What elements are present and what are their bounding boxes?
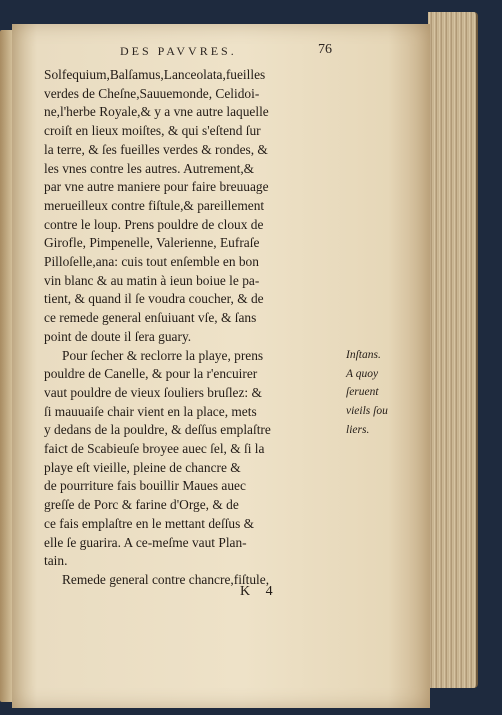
- page-body: [44, 66, 344, 590]
- text-line: ce fais emplaſtre en le mettant deſſus &: [44, 515, 255, 531]
- text-line: greſſe de Porc & farine d'Orge, & de: [44, 497, 239, 513]
- text-line: par vne autre maniere pour faire breuuage: [44, 179, 269, 195]
- text-line: point de doute il ſera guary.: [44, 328, 192, 344]
- text-line: elle ſe guarira. A ce-meſme vaut Plan-: [44, 534, 247, 550]
- text-line: contre le loup. Prens pouldre de cloux de: [44, 216, 264, 232]
- margin-note: Inſtans.: [346, 349, 381, 361]
- text-line: Girofle, Pimpenelle, Valerienne, Eufraſe: [44, 235, 260, 251]
- text-line: ce remede general enſuiuant vſe, & ſans: [44, 310, 257, 326]
- page-edges: [428, 12, 478, 688]
- margin-note: liers.: [346, 423, 370, 436]
- text-line: Pour ſecher & reclorre la playe, prens: [62, 347, 264, 363]
- text-line: y dedans de la pouldre, & deſſus emplaſtre: [44, 422, 271, 438]
- text-line: tient, & quand il ſe voudra coucher, & de: [44, 291, 264, 307]
- text-line: tain.: [44, 553, 68, 569]
- text-line: ne,l'herbe Royale,& y a vne autre laquelle: [44, 104, 269, 120]
- text-line: la terre, & ſes fueilles verdes & rondes, &: [44, 141, 268, 157]
- text-line: pouldre de Canelle, & pour la r'encuirer: [44, 366, 258, 382]
- text-line: playe eſt vieille, pleine de chancre &: [44, 459, 241, 475]
- text-line: faict de Scabieuſe broyee auec ſel, & ſi la: [44, 441, 265, 457]
- text-line: Solfequium,Balſamus,Lanceolata,fueilles: [44, 67, 266, 82]
- text-line: vin blanc & au matin à ieun boiue le pa-: [44, 272, 260, 288]
- text-line: merueilleux contre fiſtule,& pareillement: [44, 197, 265, 213]
- signature-mark: K 4: [240, 584, 279, 599]
- text-line: de pourriture fais bouillir Maues auec: [44, 478, 246, 494]
- section-heading-line: Remede general contre chancre,fiſtule,: [62, 571, 270, 587]
- page-number: 76: [318, 42, 332, 57]
- text-line: les vnes contre les autres. Autrement,&: [44, 160, 255, 176]
- margin-note: vieils ſou: [346, 405, 388, 418]
- text-line: croiſt en lieux moiſtes, & qui s'eſtend ſur: [44, 123, 261, 139]
- margin-note: A quoy: [346, 367, 379, 380]
- text-line: verdes de Cheſne,Sauuemonde, Celidoi-: [44, 85, 260, 101]
- text-line: vaut pouldre de vieux ſouliers bruſlez: &: [44, 384, 262, 400]
- text-line: ſi mauuaiſe chair vient en la place, mets: [44, 403, 257, 419]
- margin-note: ſeruent: [346, 386, 379, 399]
- text-line: Pilloſelle,ana: cuis tout enſemble en bon: [44, 254, 259, 270]
- margin-notes: [346, 346, 416, 440]
- running-title: DES PAVVRES.: [120, 44, 237, 58]
